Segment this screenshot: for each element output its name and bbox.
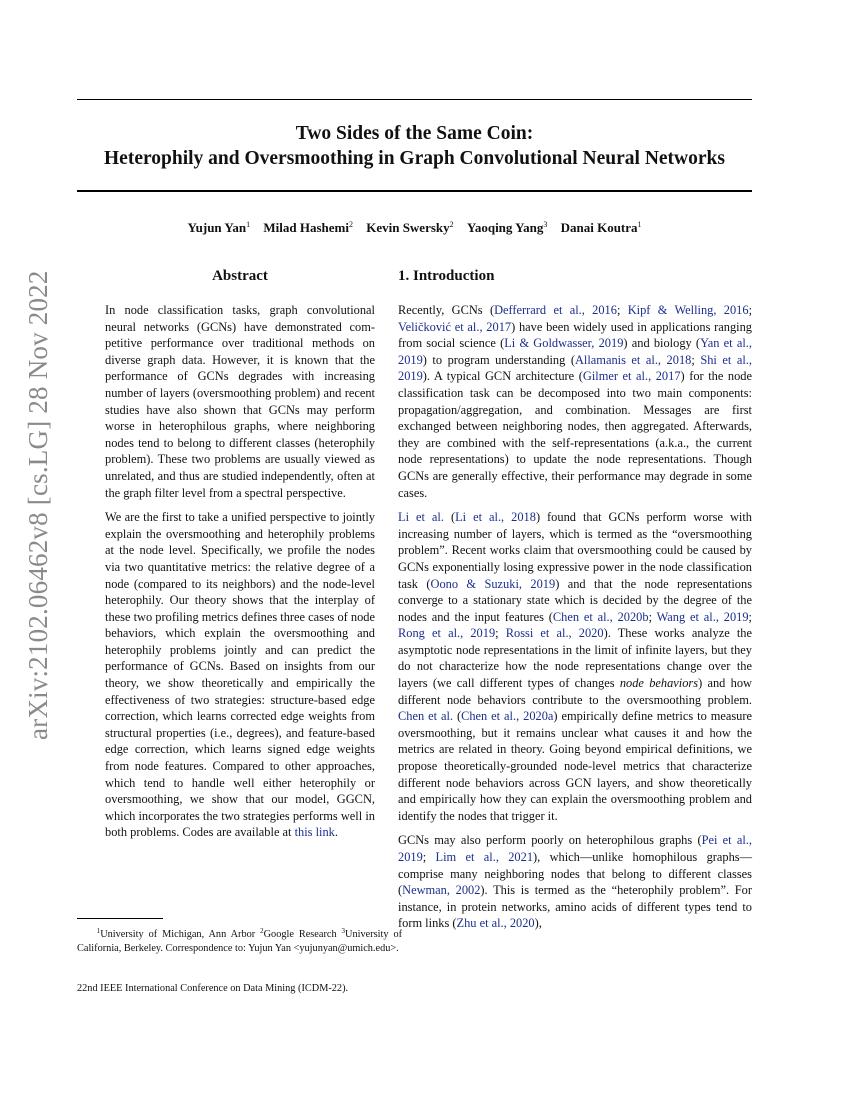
venue-note: 22nd IEEE International Conference on Data Mining (ICDM-22). xyxy=(77,983,349,994)
citation-link[interactable]: Pei et al., 2019 xyxy=(398,833,753,864)
author: Danai Koutra$^1$ xyxy=(560,220,642,235)
citation-link[interactable]: Chen et al. xyxy=(398,709,454,724)
citation-link[interactable]: Defferrard et al., 2016 xyxy=(494,303,617,317)
citation-link[interactable]: Chen et al., 2020a xyxy=(461,709,554,724)
citation-link[interactable]: Li et al., 2018 xyxy=(455,510,536,525)
abstract-paragraph-1: In node classification tasks, graph convolutional neural networks (GCNs) have demonstrated competitive performance over traditional methods on diverse graph data. However, it is known that the performance of GCNs degrades with increasing number of layers (oversmoothing problem) and recent studies have also shown that GCNs may perform worse in heterophilous graphs, where neighboring nodes tend to belong to different classes (heterophily problem). These two problems are usually viewed as unrelated, and thus are studied independently, often at the graph filter level from a spectral perspective. xyxy=(105,303,375,500)
abstract-section xyxy=(105,266,375,849)
citation-link[interactable]: Lim et al., 2021 xyxy=(435,850,534,864)
author: Milad Hashemi$^2$ xyxy=(263,220,353,235)
citation-link[interactable]: Li et al. xyxy=(398,510,444,525)
intro-paragraph-2: Li et al. (Li et al., 2018) found that GCNs perform worse with increasing number of layers, which is termed as the “oversmoothing problem”. Recent works claim that oversmoothing could be caused by GCNs exponentially losing expressive power in the node classification task (Oono & Suzuki, 2019) and that the node representations converge to a stationary state which is decided by the degree of the nodes and the input features (Chen et al., 2020b; Wang et al., 2019; Rong et al., 2019; Rossi et al., 2020). These works analyze the asymptotic node representations in the limit of infinite layers, but they do not characterize how the node representations change over the layers (we call different types of changes node behaviors) and how different node behaviors contribute to the oversmoothing problem. Chen et al. (Chen et al., 2020a) empirically define metrics to measure oversmoothing, but it remains unclear what causes it and how the metrics are related in theory. Going beyond empirical definitions, we propose theoretically-grounded node-level metrics that characterize different node behaviors across GCN layers, and show theoretically and empirically how they can explain the oversmoothing problem and identify the nodes that trigger it. xyxy=(398,510,753,823)
citation-link[interactable]: Oono & Suzuki, 2019 xyxy=(430,576,556,591)
title-bottom-rule xyxy=(77,190,752,192)
author-list xyxy=(77,220,752,236)
citation-link[interactable]: Chen et al., 2020b xyxy=(552,609,649,624)
citation-link[interactable]: Rossi et al., 2020 xyxy=(505,626,604,641)
citation-link[interactable]: Kipf & Welling, 2016 xyxy=(627,303,749,317)
title-line-2: Heterophily and Oversmoothing in Graph Convolutional Neural Networks xyxy=(104,148,725,169)
introduction-section xyxy=(398,266,752,940)
citation-link[interactable]: Zhu et al., 2020 xyxy=(456,916,535,931)
intro-paragraph-1: Recently, GCNs (Defferrard et al., 2016; Kipf & Welling, 2016; Veličković et al., 2017) have been widely used in applications ranging from social science (Li & Goldwasser, 2019) and biology (Yan et al., 2019) to program understanding (Allamanis et al., 2018; Shi et al., 2019). A typical GCN architecture (Gilmer et al., 2017) for the node classification task can be decomposed into two main components: propagation/aggregation, and combination. Messages are first exchanged between neighboring nodes, then aggregated. Afterwards, they are combined with the self-representations (a.k.a., the current node representations) to update the node representations. Though GCNs are generally effective, their performance may degrade in some cases. xyxy=(398,303,753,500)
code-link[interactable]: this link xyxy=(294,825,335,840)
citation-link[interactable]: Li & Goldwasser, 2019 xyxy=(504,336,624,351)
arxiv-stamp: arXiv:2102.06462v8 [cs.LG] 28 Nov 2022 xyxy=(23,270,53,740)
affiliation-footnote: $^1$University of Michigan, Ann Arbor $^2$Google Research $^3$University of California, Berkeley. Correspondence to: Yujun Yan <yujunyan@umich.edu>. xyxy=(77,927,403,954)
citation-link[interactable]: Rong et al., 2019 xyxy=(398,626,496,641)
introduction-heading: 1. Introduction xyxy=(398,268,495,284)
author: Yujun Yan$^1$ xyxy=(187,220,251,235)
footnote-rule xyxy=(77,918,163,919)
intro-paragraph-3: GCNs may also perform poorly on heterophilous graphs (Pei et al., 2019; Lim et al., 2021), which—unlike homophilous graphs—comprise many neighboring nodes that belong to different classes (Newman, 2002). This is termed as the “heterophily problem”. For instance, in protein networks, amino acids of different types tend to form links (Zhu et al., 2020), xyxy=(398,833,753,931)
paper-title xyxy=(77,121,752,171)
citation-link[interactable]: Yan et al., 2019 xyxy=(398,336,752,367)
citation-link[interactable]: Allamanis et al., 2018 xyxy=(574,352,692,367)
author: Kevin Swersky$^2$ xyxy=(366,220,454,235)
citation-link[interactable]: Shi et al., 2019 xyxy=(398,352,752,384)
abstract-paragraph-2: We are the first to take a unified perspective to jointly explain the oversmoothing and heterophily problems at the node level. Specifically, we profile the nodes via two quantitative metrics: the relative degree of a node (compared to its neighbors) and the node-level heterophily. Our theory shows that the interplay of these two profiling metrics defines three cases of node behaviors, which explain the oversmoothing and heterophily problems jointly and can predict the performance of GCNs. Based on insights from our theory, we show theoretically and empirically the effectiveness of two strategies: structure-based edge correction, which learns corrected edge weights from structural properties (i.e., degrees), and feature-based edge correction, which learns signed edge weights from node features. Compared to other approaches, which tend to handle well either heterophily or oversmoothing, we show that our model, GGCN, which incorporates the two strategies performs well in both problems. Codes are available at this link. xyxy=(105,510,375,840)
abstract-heading: Abstract xyxy=(212,268,268,284)
citation-link[interactable]: Gilmer et al., 2017 xyxy=(582,369,681,384)
title-top-rule xyxy=(77,99,752,100)
author: Yaoqing Yang$^3$ xyxy=(466,220,548,235)
citation-link[interactable]: Wang et al., 2019 xyxy=(656,609,749,624)
citation-link[interactable]: Newman, 2002 xyxy=(402,883,481,898)
title-line-1: Two Sides of the Same Coin: xyxy=(295,123,534,144)
citation-link[interactable]: Veličković et al., 2017 xyxy=(398,319,512,334)
